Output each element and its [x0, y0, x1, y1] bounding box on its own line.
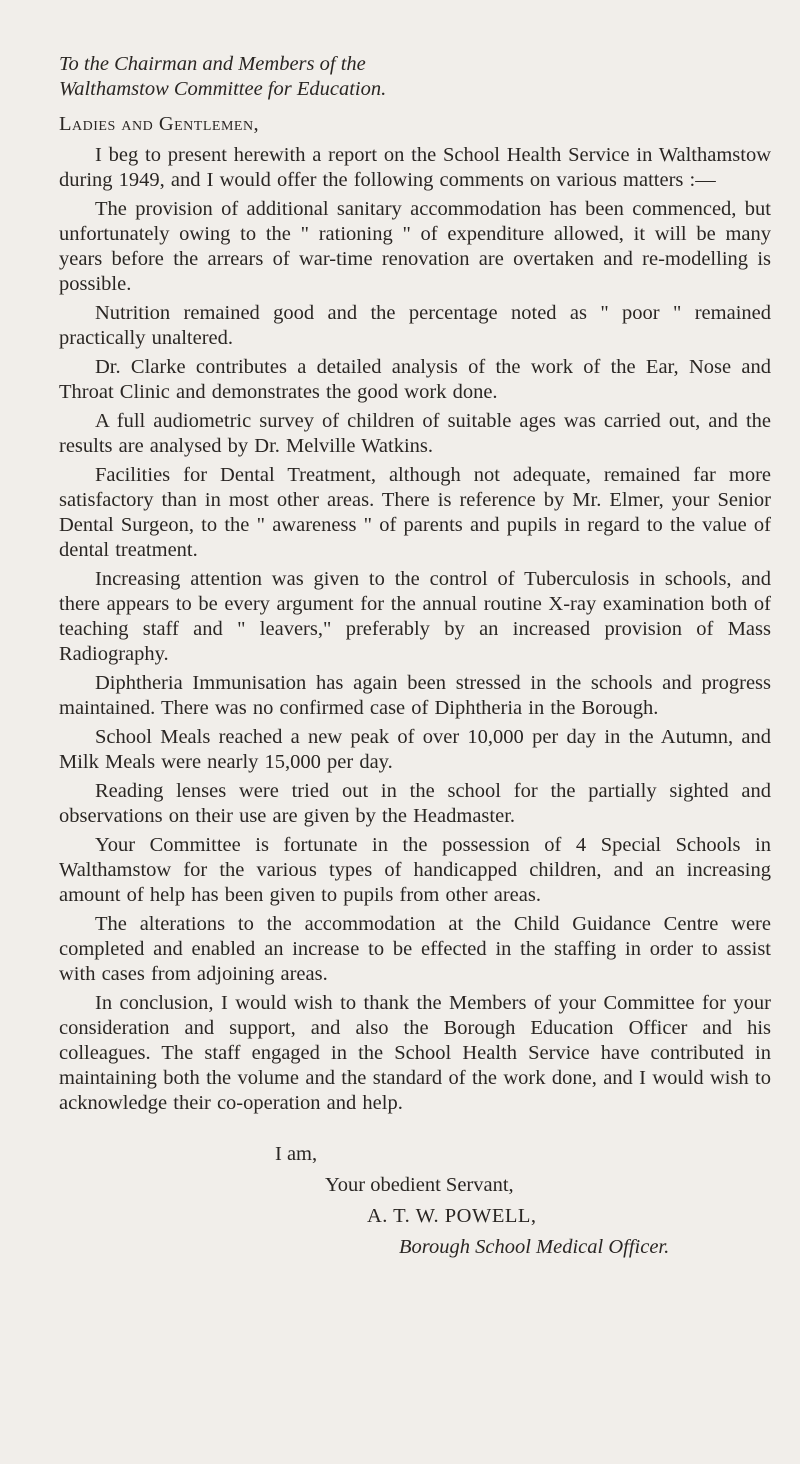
addressee-line-1: To the Chairman and Members of the — [59, 53, 366, 75]
paragraph-special-schools: Your Committee is fortunate in the possession of 4 Special Schools in Walthamstow for the various types of handicapped children, and an increasing amount of help has been given to pupils from other areas. — [59, 834, 771, 906]
addressee-line-2: Walthamstow Committee for Education. — [59, 78, 387, 100]
signatory-name: A. T. W. POWELL, — [367, 1205, 537, 1227]
paragraph-introduction: I beg to present herewith a report on the School Health Service in Walthamstow during 1949, and I would offer the following comments on various matters :— — [59, 144, 771, 191]
signatory-title: Borough School Medical Officer. — [399, 1236, 670, 1258]
paragraph-dental-treatment: Facilities for Dental Treatment, although not adequate, remained far more satisfactory than in most other areas. There is reference by Mr. Elmer, your Senior Dental Surgeon, to the " awareness " of parents and pupils in regard to the value of dental treatment. — [59, 464, 771, 561]
letter-page — [59, 52, 771, 1266]
paragraph-tuberculosis: Increasing attention was given to the control of Tuberculosis in schools, and there appears to be every argument for the annual routine X-ray examination both of teaching staff and " leavers," preferably by an increased provision of Mass Radiography. — [59, 568, 771, 665]
paragraph-ent-clinic: Dr. Clarke contributes a detailed analysis of the work of the Ear, Nose and Throat Clinic and demonstrates the good work done. — [59, 356, 771, 403]
paragraph-reading-lenses: Reading lenses were tried out in the school for the partially sighted and observations on their use are given by the Headmaster. — [59, 780, 771, 827]
addressee-block — [59, 52, 771, 102]
salutation: Ladies and Gentlemen, — [59, 113, 260, 135]
signature-block — [59, 1142, 771, 1260]
closing-valediction: Your obedient Servant, — [325, 1174, 514, 1196]
closing-i-am: I am, — [275, 1143, 318, 1165]
paragraph-nutrition: Nutrition remained good and the percentage noted as " poor " remained practically unaltered. — [59, 302, 771, 349]
paragraph-sanitary-accommodation: The provision of additional sanitary accommodation has been commenced, but unfortunately owing to the " rationing " of expenditure allowed, it will be many years before the arrears of war-time renovation are overtaken and re-modelling is possible. — [59, 198, 771, 295]
paragraph-school-meals: School Meals reached a new peak of over 10,000 per day in the Autumn, and Milk Meals were nearly 15,000 per day. — [59, 726, 771, 773]
paragraph-conclusion: In conclusion, I would wish to thank the Members of your Committee for your consideration and support, and also the Borough Education Officer and his colleagues. The staff engaged in the School Health Service have contributed in maintaining both the volume and the standard of the work done, and I would wish to acknowledge their co-operation and help. — [59, 992, 771, 1114]
paragraph-diphtheria: Diphtheria Immunisation has again been stressed in the schools and progress maintained. There was no confirmed case of Diphtheria in the Borough. — [59, 672, 771, 719]
paragraph-child-guidance: The alterations to the accommodation at the Child Guidance Centre were completed and enabled an increase to be effected in the staffing in order to assist with cases from adjoining areas. — [59, 913, 771, 985]
paragraph-audiometric-survey: A full audiometric survey of children of suitable ages was carried out, and the results are analysed by Dr. Melville Watkins. — [59, 410, 771, 457]
